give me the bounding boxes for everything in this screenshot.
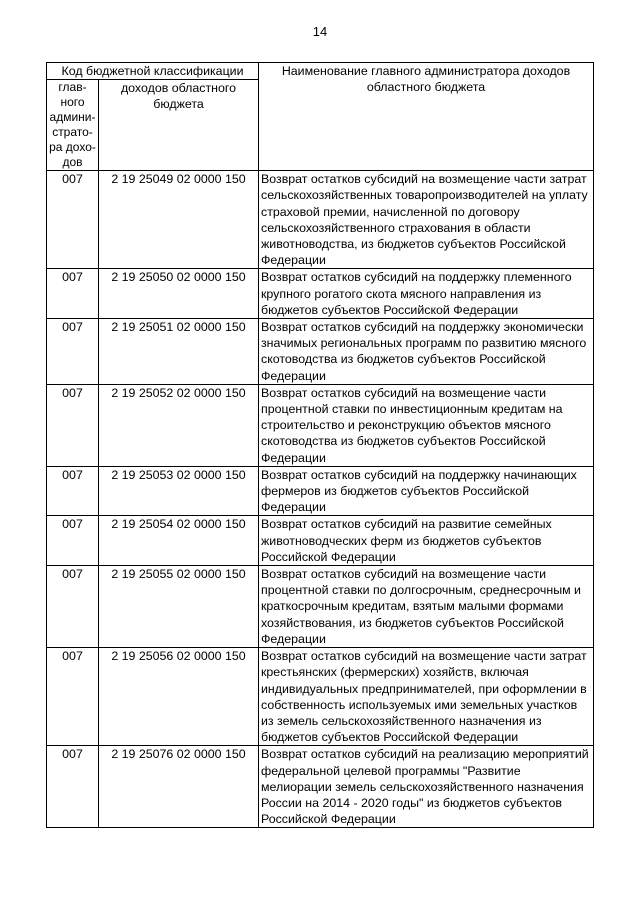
budget-classification-table: [46, 62, 594, 828]
revenue-name-cell: Возврат остатков субсидий на поддержку начинающих фермеров из бюджетов субъектов Российской Федерации: [259, 466, 594, 516]
table-row: [47, 516, 594, 566]
revenue-code-cell: 2 19 25054 02 0000 150: [99, 516, 259, 566]
header-main-administrator: [47, 80, 99, 171]
table-row: [47, 319, 594, 385]
admin-code-cell: 007: [47, 466, 99, 516]
revenue-code-cell: 2 19 25055 02 0000 150: [99, 566, 259, 648]
table-header-group-row: [47, 63, 594, 80]
revenue-name-cell: Возврат остатков субсидий на возмещение части процентной ставки по инвестиционным кредитам на строительство и реконструкцию объектов мясного скотоводства из бюджетов субъектов Российской Федерации: [259, 384, 594, 466]
page-number: 14: [312, 24, 328, 39]
header-admin-line: админи-: [49, 110, 96, 125]
revenue-code-cell: 2 19 25056 02 0000 150: [99, 648, 259, 746]
revenue-name-cell: Возврат остатков субсидий на развитие семейных животноводческих ферм из бюджетов субъектов Российской Федерации: [259, 516, 594, 566]
revenue-name-cell: Возврат остатков субсидий на поддержку экономически значимых региональных программ по развитию мясного скотоводства из бюджетов субъектов Российской Федерации: [259, 319, 594, 385]
revenue-name-cell: Возврат остатков субсидий на реализацию мероприятий федеральной целевой программы "Развитие мелиорации земель сельскохозяйственного назначения России на 2014 - 2020 годы" из бюджетов субъектов Российской Федерации: [259, 746, 594, 828]
revenue-name-cell: Возврат остатков субсидий на возмещение части затрат крестьянских (фермерских) хозяйств, включая индивидуальных предпринимателей, при оформлении в собственность используемых ими земельных участков из земель сельскохозяйственного назначения из бюджетов субъектов Российской Федерации: [259, 648, 594, 746]
revenue-code-cell: 2 19 25051 02 0000 150: [99, 319, 259, 385]
table-row: [47, 648, 594, 746]
revenue-code-cell: 2 19 25050 02 0000 150: [99, 269, 259, 319]
table-row: [47, 171, 594, 269]
admin-code-cell: 007: [47, 746, 99, 828]
revenue-name-cell: Возврат остатков субсидий на возмещение части процентной ставки по долгосрочным, среднесрочным и краткосрочным кредитам, взятым малыми формами хозяйствования, из бюджетов субъектов Российской Федерации: [259, 566, 594, 648]
header-admin-line: глав-: [58, 80, 87, 95]
admin-code-cell: 007: [47, 319, 99, 385]
header-revenue-code: доходов областного бюджета: [99, 80, 259, 171]
table-row: [47, 466, 594, 516]
header-admin-line: страто-: [52, 125, 93, 140]
table-row: [47, 269, 594, 319]
header-administrator-name: Наименование главного администратора доходов областного бюджета: [259, 63, 594, 171]
admin-code-cell: 007: [47, 171, 99, 269]
header-admin-line: ного: [60, 95, 85, 110]
admin-code-cell: 007: [47, 648, 99, 746]
revenue-code-cell: 2 19 25053 02 0000 150: [99, 466, 259, 516]
revenue-code-cell: 2 19 25049 02 0000 150: [99, 171, 259, 269]
revenue-code-cell: 2 19 25052 02 0000 150: [99, 384, 259, 466]
revenue-name-cell: Возврат остатков субсидий на поддержку племенного крупного рогатого скота мясного направления из бюджетов субъектов Российской Федерации: [259, 269, 594, 319]
admin-code-cell: 007: [47, 384, 99, 466]
admin-code-cell: 007: [47, 516, 99, 566]
revenue-name-cell: Возврат остатков субсидий на возмещение части затрат сельскохозяйственных товаропроизводителей на уплату страховой премии, начисленной по договору сельскохозяйственного страхования в области животноводства, из бюджетов субъектов Российской Федерации: [259, 171, 594, 269]
header-budget-classification-code: Код бюджетной классификации: [47, 63, 259, 80]
table-row: [47, 384, 594, 466]
admin-code-cell: 007: [47, 566, 99, 648]
table-row: [47, 566, 594, 648]
table-row: [47, 746, 594, 828]
header-admin-line: ра дохо-: [49, 140, 96, 155]
revenue-code-cell: 2 19 25076 02 0000 150: [99, 746, 259, 828]
admin-code-cell: 007: [47, 269, 99, 319]
header-admin-line: дов: [62, 155, 83, 170]
